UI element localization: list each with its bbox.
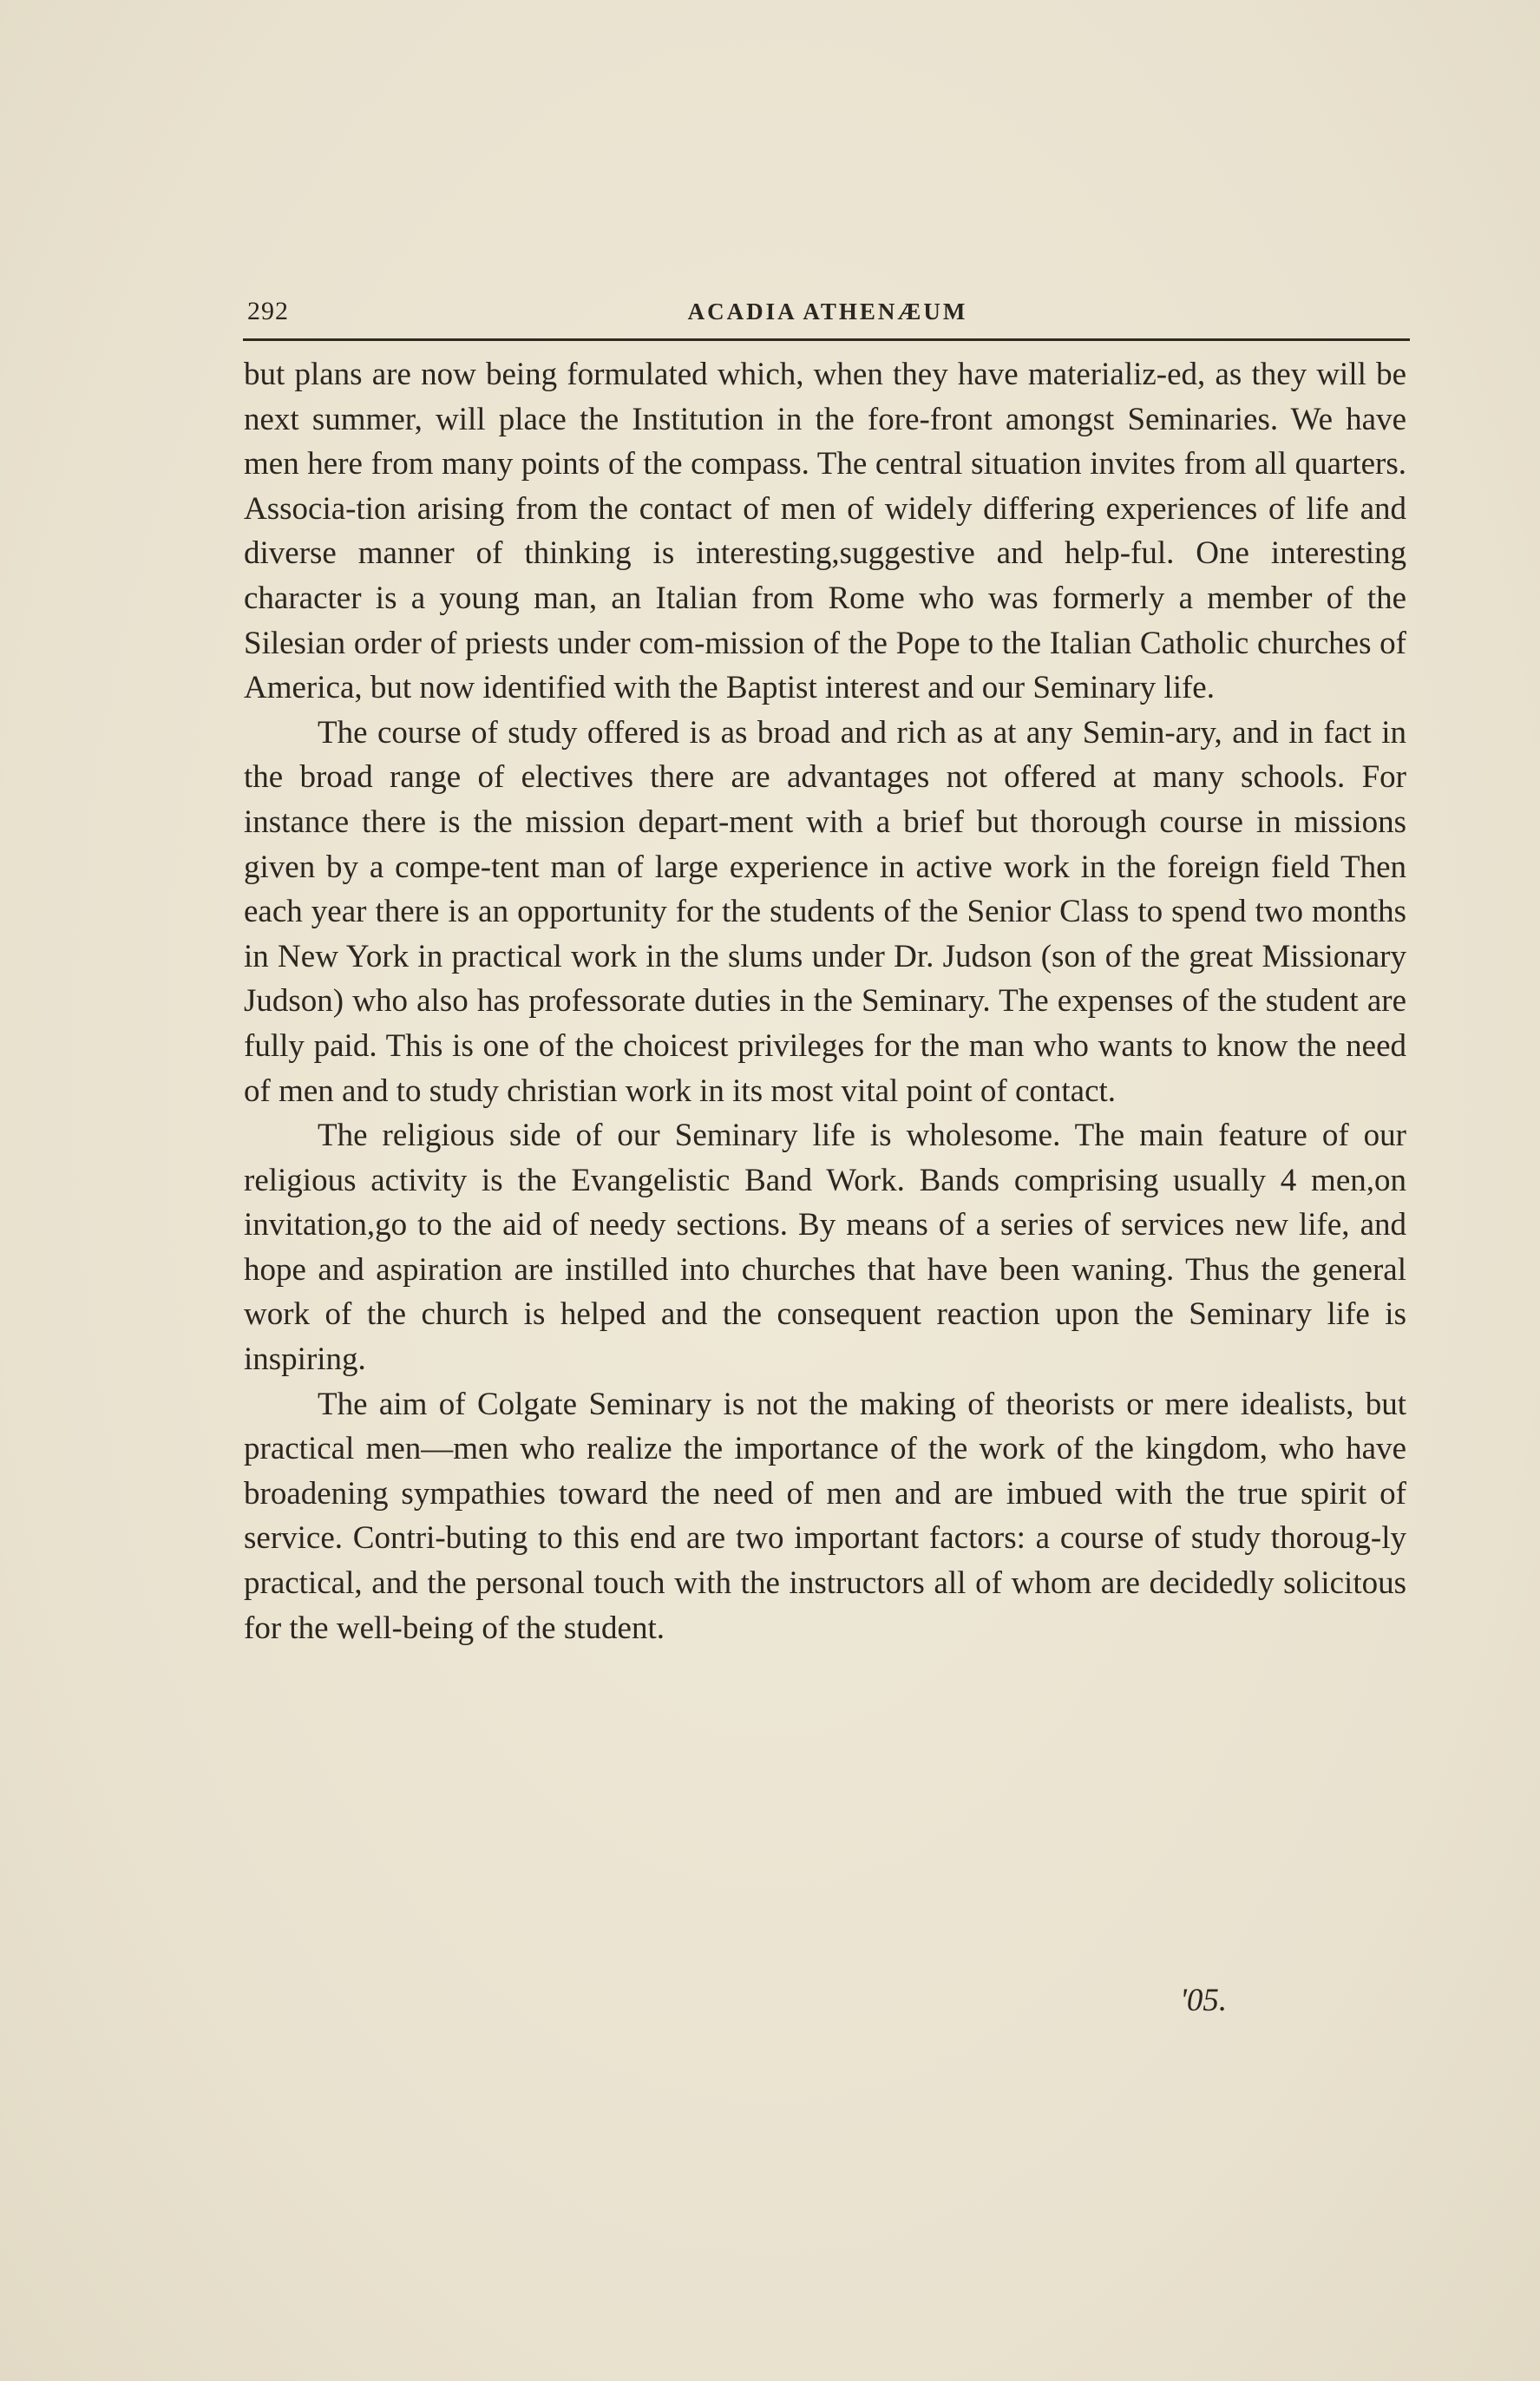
paragraph-3: The religious side of our Seminary life is wholesome. The main feature of our religious activity is the Evangelistic Band Work. Bands comprising usually 4 men,on invitation,go to the aid of needy sections. By means of a series of services new life, and hope and aspiration are instilled into churches that have been waning. Thus the general work of the church is helped and the consequent reaction upon the Seminary life is inspiring.: [244, 1118, 1406, 1378]
article-body: [244, 352, 1406, 1650]
page-number: 292: [247, 297, 289, 325]
paragraph-2: The course of study offered is as broad and rich as at any Semin-ary, and in fact in the broad range of electives there are advantages not offered at many schools. For instance there is the mission depart-ment with a brief but thorough course in missions given by a compe-tent man of large experience in active work in the foreign field Then each year there is an opportunity for the students of the Senior Class to spend two months in New York in practical work in the slums under Dr. Judson (son of the great Missionary Judson) who also has professorate duties in the Seminary. The expenses of the student are fully paid. This is one of the choicest privileges for the man who wants to know the need of men and to study christian work in its most vital point of contact.: [244, 714, 1406, 1109]
page-header: [247, 292, 1408, 335]
author-signature: '05.: [1180, 1983, 1228, 2018]
header-rule: [243, 338, 1410, 341]
paragraph-4: The aim of Colgate Seminary is not the making of theorists or mere idealists, but practical men—men who realize the importance of the work of the kingdom, who have broadening sympathies toward the need of men and are imbued with the true spirit of service. Contri-buting to this end are two important factors: a course of study thoroug-ly practical, and the personal touch with the instructors all of whom are decidedly solicitous for the well-being of the student.: [244, 1386, 1406, 1646]
running-head: ACADIA ATHENÆUM: [687, 298, 968, 325]
paragraph-1: but plans are now being formulated which, when they have materializ-ed, as they will be next summer, will place the Institution in the fore-front amongst Seminaries. We have men here from many points of the compass. The central situation invites from all quarters. Associa-tion arising from the contact of men of widely differing experiences of life and diverse manner of thinking is interesting,suggestive and help-ful. One interesting character is a young man, an Italian from Rome who was formerly a member of the Silesian order of priests under com-mission of the Pope to the Italian Catholic churches of America, but now identified with the Baptist interest and our Seminary life.: [244, 357, 1406, 706]
